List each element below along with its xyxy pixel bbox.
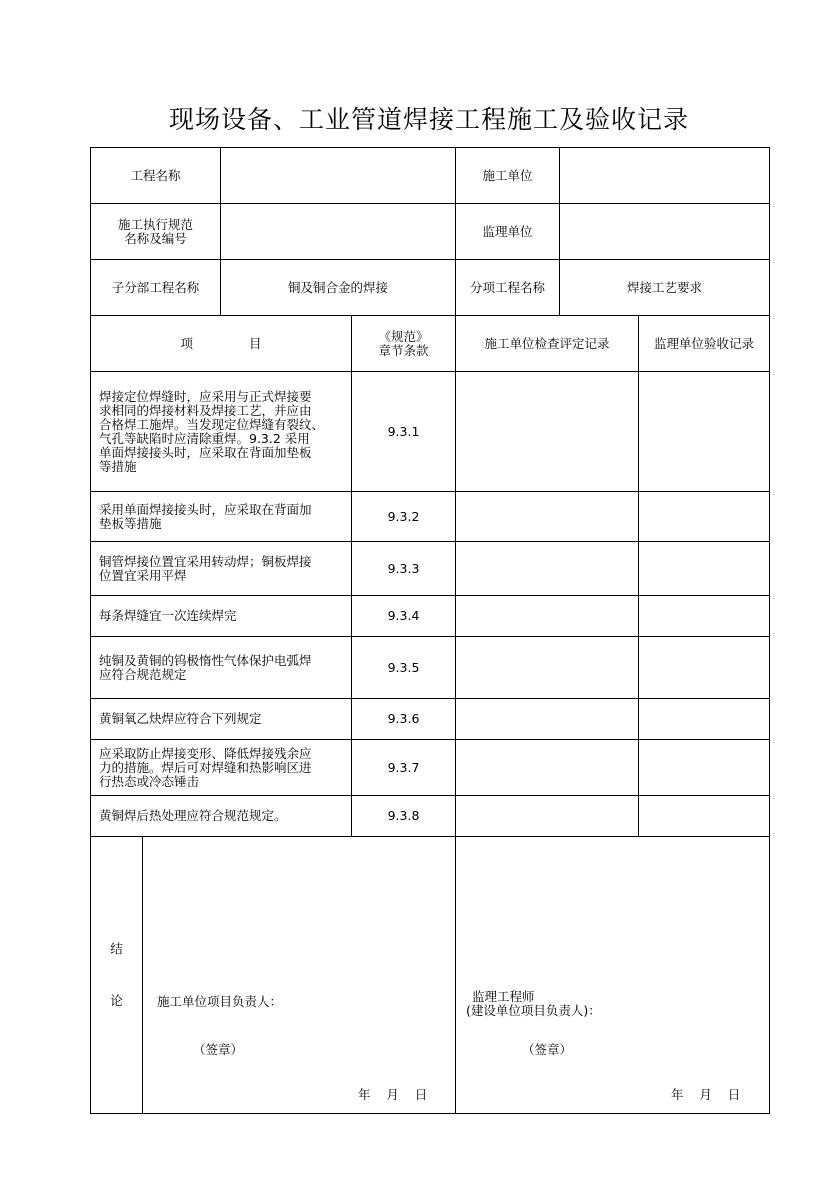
table-row <box>91 699 770 740</box>
row-item-line: 单面焊接接头时，应采取在背面加垫板 <box>99 444 312 460</box>
sub-project-value: 铜及铜合金的焊接 <box>221 260 456 316</box>
row-supervision-accept-cell[interactable] <box>639 699 770 740</box>
row-item-text <box>91 796 352 837</box>
row-supervision-accept-cell[interactable] <box>639 637 770 699</box>
supervision-seal-label: （签章） <box>522 1042 573 1057</box>
supervision-unit-field[interactable] <box>560 204 770 260</box>
row-item-line: 气孔等缺陷时应清除重焊。9.3.2 采用 <box>99 430 310 446</box>
row-item-text <box>91 740 352 796</box>
row-clause: 9.3.8 <box>352 796 456 837</box>
row-item-line: 焊接定位焊缝时，应采用与正式焊接要 <box>99 388 312 404</box>
row-clause: 9.3.4 <box>352 596 456 637</box>
row-construction-check-cell[interactable] <box>456 596 639 637</box>
row-item-line: 求相同的焊接材料及焊接工艺，并应由 <box>99 402 312 418</box>
spec-field[interactable] <box>221 204 456 260</box>
project-name-label: 工程名称 <box>91 148 221 204</box>
construction-responsible-label: 施工单位项目负责人： <box>157 994 283 1009</box>
row-construction-check-cell[interactable] <box>456 542 639 596</box>
item-project-value: 焊接工艺要求 <box>560 260 770 316</box>
row-supervision-accept-cell[interactable] <box>639 740 770 796</box>
row-item-line: 应符合规范规定 <box>99 666 187 682</box>
row-item-line: 纯铜及黄铜的钨极惰性气体保护电弧焊 <box>99 652 312 668</box>
supervision-engineer-label <box>466 990 601 1018</box>
row-clause: 9.3.5 <box>352 637 456 699</box>
conclusion-label <box>91 837 143 1114</box>
col-header-item-b: 目 <box>249 335 262 351</box>
column-header-row <box>91 316 770 372</box>
row-item-line: 垫板等措施 <box>99 515 162 531</box>
row-supervision-accept-cell[interactable] <box>639 542 770 596</box>
spec-label-line2: 名称及编号 <box>124 230 187 246</box>
row-clause: 9.3.1 <box>352 372 456 492</box>
row-construction-check-cell[interactable] <box>456 796 639 837</box>
row-item-line: 黄铜焊后热处理应符合规范规定。 <box>99 808 287 823</box>
construction-seal-label: （签章） <box>193 1042 244 1057</box>
row-item-line: 每条焊缝宜一次连续焊完 <box>99 608 237 623</box>
row-item-line: 采用单面焊接接头时，应采取在背面加 <box>99 501 312 517</box>
row-item-line: 位置宜采用平焊 <box>99 567 187 583</box>
col-header-supervision-accept: 监理单位验收记录 <box>639 316 770 372</box>
supervision-unit-label: 监理单位 <box>456 204 560 260</box>
row-item-line: 行热态或冷态锤击 <box>99 773 200 789</box>
supervision-signature-area[interactable] <box>456 837 770 1114</box>
row-supervision-accept-cell[interactable] <box>639 492 770 542</box>
row-construction-check-cell[interactable] <box>456 492 639 542</box>
row-clause: 9.3.7 <box>352 740 456 796</box>
row-item-text <box>91 542 352 596</box>
row-item-line: 应采取防止焊接变形、降低焊接残余应 <box>99 745 312 761</box>
construction-unit-label: 施工单位 <box>456 148 560 204</box>
row-item-line: 合格焊工施焊。当发现定位焊缝有裂纹、 <box>99 416 325 432</box>
row-construction-check-cell[interactable] <box>456 372 639 492</box>
table-row <box>91 596 770 637</box>
table-row <box>91 372 770 492</box>
col-header-spec <box>352 316 456 372</box>
supervision-engineer-line1: 监理工程师 <box>472 989 535 1004</box>
row-item-text <box>91 637 352 699</box>
row-supervision-accept-cell[interactable] <box>639 796 770 837</box>
row-construction-check-cell[interactable] <box>456 740 639 796</box>
row-item-line: 等措施 <box>99 458 137 474</box>
row-clause: 9.3.3 <box>352 542 456 596</box>
supervision-date-label: 年 月 日 <box>671 1087 741 1102</box>
conclusion-label-b: 论 <box>110 993 123 1008</box>
row-item-text <box>91 596 352 637</box>
row-item-text <box>91 699 352 740</box>
row-construction-check-cell[interactable] <box>456 637 639 699</box>
table-row <box>91 492 770 542</box>
header-row-subproject <box>91 260 770 316</box>
row-supervision-accept-cell[interactable] <box>639 372 770 492</box>
construction-unit-field[interactable] <box>560 148 770 204</box>
table-row <box>91 637 770 699</box>
construction-date-label: 年 月 日 <box>358 1087 428 1102</box>
header-row-project <box>91 148 770 204</box>
construction-signature-area[interactable] <box>143 837 456 1114</box>
item-project-label: 分项工程名称 <box>456 260 560 316</box>
col-header-item <box>91 316 352 372</box>
spec-label <box>91 204 221 260</box>
col-header-spec-line1: 《规范》 <box>378 328 429 344</box>
row-clause: 9.3.2 <box>352 492 456 542</box>
project-name-field[interactable] <box>221 148 456 204</box>
col-header-construction-check: 施工单位检查评定记录 <box>456 316 639 372</box>
row-item-text <box>91 492 352 542</box>
conclusion-label-a: 结 <box>110 941 123 956</box>
conclusion-row <box>91 837 770 1114</box>
table-row <box>91 542 770 596</box>
row-supervision-accept-cell[interactable] <box>639 596 770 637</box>
col-header-spec-line2: 章节条款 <box>378 342 429 358</box>
row-item-line: 力的措施。焊后可对焊缝和热影响区进 <box>99 759 312 775</box>
header-row-spec <box>91 204 770 260</box>
table-row <box>91 740 770 796</box>
supervision-engineer-line2: (建设单位项目负责人)： <box>466 1003 601 1018</box>
page-title: 现场设备、工业管道焊接工程施工及验收记录 <box>168 105 689 134</box>
table-row <box>91 796 770 837</box>
spec-label-line1: 施工执行规范 <box>118 216 194 232</box>
row-item-text <box>91 372 352 492</box>
row-item-line: 黄铜氧乙炔焊应符合下列规定 <box>99 711 262 726</box>
row-item-line: 铜管焊接位置宜采用转动焊；铜板焊接 <box>99 553 312 569</box>
row-clause: 9.3.6 <box>352 699 456 740</box>
sub-project-label: 子分部工程名称 <box>91 260 221 316</box>
col-header-item-a: 项 <box>180 335 193 351</box>
row-construction-check-cell[interactable] <box>456 699 639 740</box>
inspection-form-table <box>90 147 770 1114</box>
